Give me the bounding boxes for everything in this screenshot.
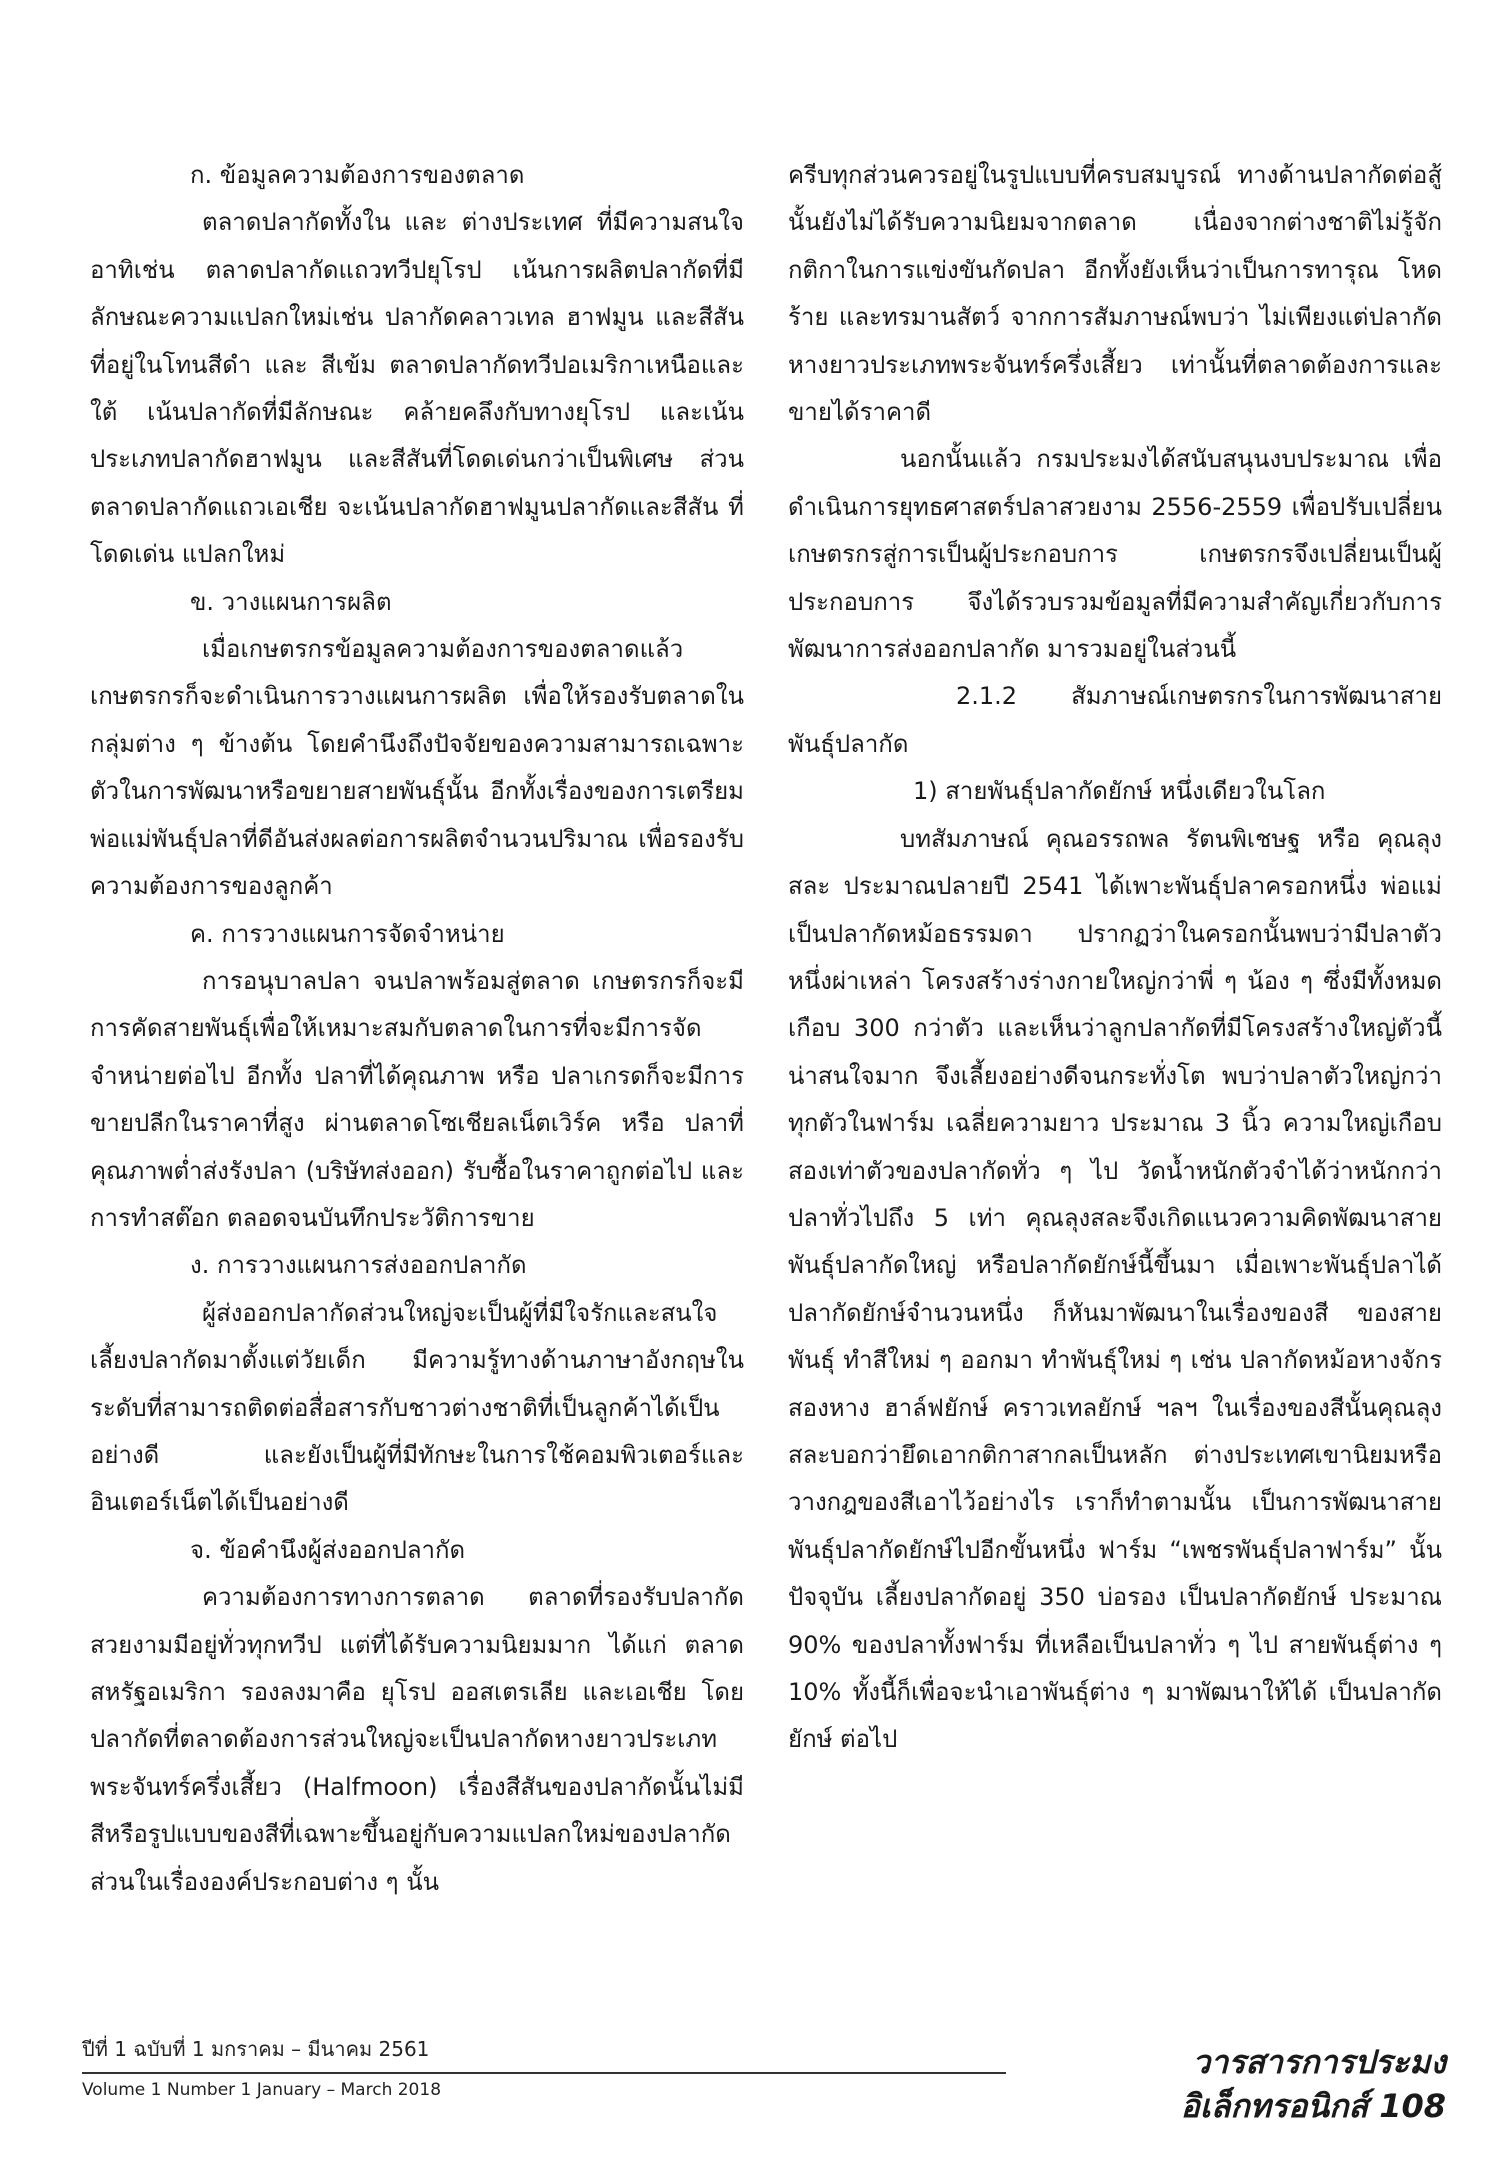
paragraph-interview: บทสัมภาษณ์ คุณอรรถพล รัตนพิเชษฐ หรือ คุณลุงสละ ประมาณปลายปี 2541 ได้เพาะพันธุ์ปลาครอกหนึ่ง พ่อแม่เป็นปลากัดหม้อธรรมดา ปรากฏว่าในครอกนั้นพบว่ามีปลาตัวหนึ่งผ่าเหล่า โครงสร้างร่างกายใหญ่กว่าพี่ ๆ น้อง ๆ ซึ่งมีทั้งหมดเกือบ 300 กว่าตัว และเห็นว่าลูกปลากัดที่มีโครงสร้างใหญ่ตัวนี้น่าสนใจมาก จึงเลี้ยงอย่างดีจนกระทั่งโต พบว่าปลาตัวใหญ่กว่าทุกตัวในฟาร์ม เฉลี่ยความยาว ประมาณ 3 นิ้ว ความใหญ่เกือบสองเท่าตัวของปลากัดทั่ว ๆ ไป วัดน้ำหนักตัวจำได้ว่าหนักกว่าปลาทั่วไปถึง 5 เท่า คุณลุงสละจึงเกิดแนวความคิดพัฒนาสายพันธุ์ปลากัดใหญ่ หรือปลากัดยักษ์นี้ขึ้นมา เมื่อเพาะพันธุ์ปลาได้ปลากัดยักษ์จำนวนหนึ่ง ก็หันมาพัฒนาในเรื่องของสี ของสายพันธุ์ ทำสีใหม่ ๆ ออกมา ทำพันธุ์ใหม่ ๆ เช่น ปลากัดหม้อหางจักร สองหาง ฮาล์ฟยักษ์ คราวเทลยักษ์ ฯลฯ ในเรื่องของสีนั้นคุณลุงสละบอกว่ายึดเอากติกาสากลเป็นหลัก ต่างประเทศเขานิยมหรือวางกฎของสีเอาไว้อย่างไร เราก็ทำตามนั้น เป็นการพัฒนาสายพันธุ์ปลากัดยักษ์ไปอีกขั้นหนึ่ง ฟาร์ม “เพชรพันธุ์ปลาฟาร์ม” นั้นปัจจุบัน เลี้ยงปลากัดอยู่ 350 บ่อรอง เป็นปลากัดยักษ์ ประมาณ 90% ของปลาทั้งฟาร์ม ที่เหลือเป็นปลาทั่ว ๆ ไป สายพันธุ์ต่าง ๆ 10% ทั้งนี้ก็เพื่อจะนำเอาพันธุ์ต่าง ๆ มาพัฒนาให้ได้ เป็นปลากัดยักษ์ ต่อไป — [788, 824, 1442, 1754]
paragraph-export-plan: ผู้ส่งออกปลากัดส่วนใหญ่จะเป็นผู้ที่มีใจรักและสนใจเลี้ยงปลากัดมาตั้งแต่วัยเด็ก มีความรู้ทางด้านภาษาอังกฤษในระดับที่สามารถติดต่อสื่อสารกับชาวต่างชาติที่เป็นลูกค้าได้เป็นอย่างดี และยังเป็นผู้ที่มีทักษะในการใช้คอมพิวเตอร์และอินเตอร์เน็ตได้เป็นอย่างดี — [90, 1298, 744, 1517]
paragraph-market-demand: ตลาดปลากัดทั้งใน และ ต่างประเทศ ที่มีความสนใจ อาทิเช่น ตลาดปลากัดแถวทวีปยุโรป เน้นการผลิตปลากัดที่มีลักษณะความแปลกใหม่เช่น ปลากัดคลาวเทล ฮาฟมูน และสีสัน ที่อยู่ในโทนสีดำ และ สีเข้ม ตลาดปลากัดทวีปอเมริกาเหนือและใต้ เน้นปลากัดที่มีลักษณะ คล้ายคลึงกับทางยุโรป และเน้นประเภทปลากัดฮาฟมูน และสีสันที่โดดเด่นกว่าเป็นพิเศษ ส่วนตลาดปลากัดแถวเอเชีย จะเน้นปลากัดฮาฟมูนปลากัดและสีสัน ที่โดดเด่น แปลกใหม่ — [90, 208, 744, 569]
footer-journal-title: วารสารการประมงอิเล็กทรอนิกส์ 108 — [1180, 2043, 1446, 2125]
left-column — [90, 152, 744, 1906]
paragraph-exporter-considerations: ความต้องการทางการตลาด ตลาดที่รองรับปลากัดสวยงามมีอยู่ทั่วทุกทวีป แต่ที่ได้รับความนิยมมาก ได้แก่ ตลาดสหรัฐอเมริกา รองลงมาคือ ยุโรป ออสเตรเลีย และเอเชีย โดยปลากัดที่ตลาดต้องการส่วนใหญ่จะเป็นปลากัดหางยาวประเภทพระจันทร์ครึ่งเสี้ยว (Halfmoon) เรื่องสีสันของปลากัดนั้นไม่มีสีหรือรูปแบบของสีที่เฉพาะขึ้นอยู่กับความแปลกใหม่ของปลากัด ส่วนในเรื่ององค์ประกอบต่าง ๆ นั้น — [90, 1583, 744, 1896]
right-column — [788, 152, 1442, 1764]
heading-giant-betta: 1) สายพันธุ์ปลากัดยักษ์ หนึ่งเดียวในโลก — [913, 777, 1326, 806]
paragraph-distribution-plan: การอนุบาลปลา จนปลาพร้อมสู่ตลาด เกษตรกรก็จะมีการคัดสายพันธุ์เพื่อให้เหมาะสมกับตลาดในการที่จะมีการจัดจำหน่ายต่อไป อีกทั้ง ปลาที่ได้คุณภาพ หรือ ปลาเกรดก็จะมีการขายปลีกในราคาที่สูง ผ่านตลาดโซเชียลเน็ตเวิร์ค หรือ ปลาที่คุณภาพต่ำส่งรังปลา (บริษัทส่งออก) รับซื้อในราคาถูกต่อไป และการทำสต๊อก ตลอดจนบันทึกประวัติการขาย — [90, 966, 744, 1232]
footer-issue-thai: ปีที่ 1 ฉบับที่ 1 มกราคม – มีนาคม 2561 — [82, 2037, 430, 2061]
paragraph-continued: ครีบทุกส่วนควรอยู่ในรูปแบบที่ครบสมบูรณ์ ทางด้านปลากัดต่อสู้นั้นยังไม่ได้รับความนิยมจากตลาด เนื่องจากต่างชาติไม่รู้จักกติกาในการแข่งขันกัดปลา อีกทั้งยังเห็นว่าเป็นการทารุณ โหดร้าย และทรมานสัตว์ จากการสัมภาษณ์พบว่า ไม่เพียงแต่ปลากัดหางยาวประเภทพระจันทร์ครึ่งเสี้ยว เท่านั้นที่ตลาดต้องการและขายได้ราคาดี — [788, 161, 1442, 427]
footer-divider — [82, 2072, 1006, 2074]
footer-issue-english: Volume 1 Number 1 January – March 2018 — [82, 2080, 442, 2100]
heading-export-plan: ง. การวางแผนการส่งออกปลากัด — [190, 1251, 527, 1280]
heading-section-2-1-2: 2.1.2 สัมภาษณ์เกษตรกรในการพัฒนาสายพันธุ์ปลากัด — [788, 682, 1442, 758]
heading-distribution-plan: ค. การวางแผนการจัดจำหน่าย — [190, 919, 505, 948]
heading-production-plan: ข. วางแผนการผลิต — [190, 587, 392, 616]
heading-market-demand: ก. ข้อมูลความต้องการของตลาด — [190, 161, 525, 189]
heading-exporter-considerations: จ. ข้อคำนึงผู้ส่งออกปลากัด — [190, 1535, 466, 1564]
paragraph-production-plan: เมื่อเกษตรกรข้อมูลความต้องการของตลาดแล้ว เกษตรกรก็จะดำเนินการวางแผนการผลิต เพื่อให้รองรับตลาดในกลุ่มต่าง ๆ ข้างต้น โดยคำนึงถึงปัจจัยของความสามารถเฉพาะตัวในการพัฒนาหรือขยายสายพันธุ์นั้น อีกทั้งเรื่องของการเตรียมพ่อแม่พันธุ์ปลาที่ดีอันส่งผลต่อการผลิตจำนวนปริมาณ เพื่อรองรับความต้องการของลูกค้า — [90, 635, 744, 901]
paragraph-dof-support: นอกนั้นแล้ว กรมประมงได้สนับสนุนงบประมาณ เพื่อดำเนินการยุทธศาสตร์ปลาสวยงาม 2556-2559 เพื่อปรับเปลี่ยนเกษตรกรสู่การเป็นผู้ประกอบการ เกษตรกรจึงเปลี่ยนเป็นผู้ประกอบการ จึงได้รวบรวมข้อมูลที่มีความสำคัญเกี่ยวกับการพัฒนาการส่งออกปลากัด มารวมอยู่ในส่วนนี้ — [788, 445, 1442, 664]
